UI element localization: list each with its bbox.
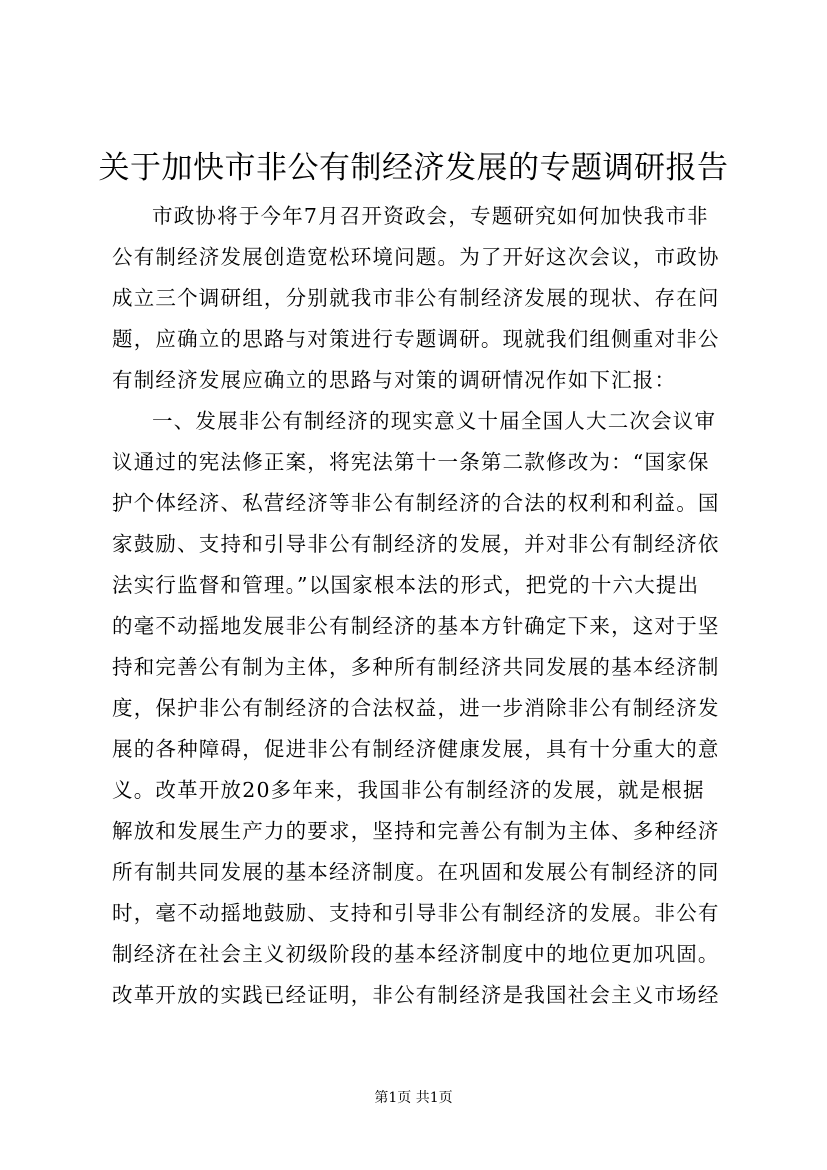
paragraph-line: 成立三个调研组，分别就我市非公有制经济发展的现状、存在问 (112, 286, 720, 310)
paragraph-line: 议通过的宪法修正案，将宪法第十一条第二款修改为：“国家保 (112, 450, 710, 474)
paragraph-line: 改革开放的实践已经证明，非公有制经济是我国社会主义市场经 (112, 983, 720, 1007)
paragraph-line: 公有制经济发展创造宽松环境问题。为了开好这次会议，市政协 (112, 245, 720, 269)
paragraph-line: 解放和发展生产力的要求，坚持和完善公有制为主体、多种经济 (112, 819, 720, 843)
paragraph-line: 护个体经济、私营经济等非公有制经济的合法的权利和利益。国 (112, 491, 720, 515)
page-footer: 第1页 共1页 (374, 1090, 453, 1106)
paragraph-line: 持和完善公有制为主体，多种所有制经济共同发展的基本经济制 (112, 655, 720, 679)
document-title: 关于加快市非公有制经济发展的专题调研报告 (98, 150, 729, 186)
paragraph-line: 法实行监督和管理。”以国家根本法的形式，把党的十六大提出 (112, 573, 700, 597)
paragraph-line: 题，应确立的思路与对策进行专题调研。现就我们组侧重对非公 (112, 327, 720, 351)
paragraph-line: 的毫不动摇地发展非公有制经济的基本方针确定下来，这对于坚 (112, 614, 720, 638)
paragraph-line: 有制经济发展应确立的思路与对策的调研情况作如下汇报： (112, 368, 677, 392)
paragraph-line: 市政协将于今年7月召开资政会，专题研究如何加快我市非 (152, 204, 709, 228)
paragraph-line: 度，保护非公有制经济的合法权益，进一步消除非公有制经济发 (112, 696, 720, 720)
paragraph-line: 所有制共同发展的基本经济制度。在巩固和发展公有制经济的同 (112, 860, 720, 884)
paragraph-line: 展的各种障碍，促进非公有制经济健康发展，具有十分重大的意 (112, 737, 720, 761)
paragraph-line: 制经济在社会主义初级阶段的基本经济制度中的地位更加巩固。 (112, 942, 720, 966)
paragraph-line: 时，毫不动摇地鼓励、支持和引导非公有制经济的发展。非公有 (112, 901, 720, 925)
paragraph-line: 一、发展非公有制经济的现实意义十届全国人大二次会议审 (152, 409, 717, 433)
paragraph-line: 义。改革开放20多年来，我国非公有制经济的发展，就是根据 (112, 778, 705, 802)
document-body (112, 196, 732, 1016)
paragraph-line: 家鼓励、支持和引导非公有制经济的发展，并对非公有制经济依 (112, 532, 720, 556)
